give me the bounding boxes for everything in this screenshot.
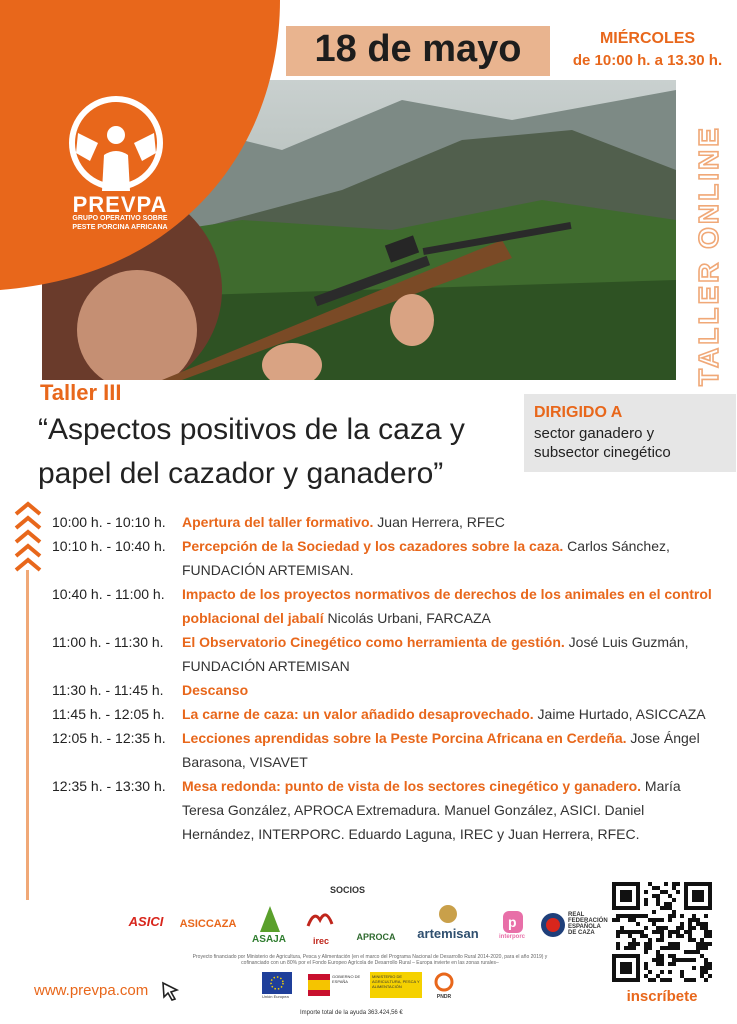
partner-logo-irec: irec xyxy=(312,936,329,946)
audience-line2: subsector cinegético xyxy=(534,444,671,461)
rfec-crest-icon xyxy=(540,908,566,942)
schedule-topic: Impacto de los proyectos normativos de derechos de los animales en el control poblacional del jabalí xyxy=(182,586,712,626)
schedule-speakers: Jaime Hurtado, ASICCAZA xyxy=(533,706,706,722)
schedule-list xyxy=(52,510,712,846)
qr-code-icon[interactable] xyxy=(612,882,712,982)
eu-flag-icon xyxy=(262,972,292,994)
logo-subtitle xyxy=(58,214,182,232)
schedule-time: 11:00 h. - 11:30 h. xyxy=(52,634,164,650)
schedule-row xyxy=(52,774,712,846)
logo-subtitle-line1: GRUPO OPERATIVO SOBRE xyxy=(72,215,168,222)
audience-line1: sector ganadero y xyxy=(534,425,655,442)
schedule-speakers: Jose Ángel Barasona, VISAVET xyxy=(182,730,700,770)
schedule-topic: Lecciones aprendidas sobre la Peste Porcina Africana en Cerdeña. xyxy=(182,730,627,746)
partner-logo-asaja: ASAJA xyxy=(252,934,286,945)
timeline-line xyxy=(26,570,29,900)
asaja-icon xyxy=(260,906,280,932)
audience-text xyxy=(534,424,734,462)
schedule-speakers: María Teresa González, APROCA Extremadura. Manuel González, ASICI. Daniel Hernández, INTERPORC. Eduardo Laguna, IREC y Juan Herrera, RFEC. xyxy=(182,778,681,842)
schedule-time: 12:05 h. - 12:35 h. xyxy=(52,730,166,746)
event-date: 18 de mayo xyxy=(314,28,522,70)
logo-name: PREVPA xyxy=(72,192,168,217)
event-hours: de 10:00 h. a 13.30 h. xyxy=(572,52,723,69)
partner-logo-rfec: REAL FEDERACIÓN ESPAÑOLA DE CAZA xyxy=(568,912,608,936)
schedule-time: 10:00 h. - 10:10 h. xyxy=(52,514,166,530)
schedule-row xyxy=(52,702,712,726)
schedule-time: 11:45 h. - 12:05 h. xyxy=(52,706,165,722)
funding-note: Proyecto financiado por Ministerio de Agricultura, Pesca y Alimentación (en el marco del Programa Nacional de Desarrollo Rural 2014-2020, para el año 2019) y cofinanciado con un 80% por el Fondo Europeo Agrícola de Desarrollo Rural – Europa invierte en las zonas rurales– xyxy=(192,954,548,966)
taller-online-label xyxy=(686,88,730,388)
schedule-topic: Percepción de la Sociedad y los cazadores sobre la caza. xyxy=(182,538,564,554)
partner-logo-asiccaza: ASICCAZA xyxy=(179,918,237,930)
schedule-row xyxy=(52,630,712,678)
eu-label: Unión Europea xyxy=(262,994,289,999)
irec-icon xyxy=(306,906,334,934)
schedule-row xyxy=(52,726,712,774)
schedule-time: 10:40 h. - 11:00 h. xyxy=(52,586,165,602)
schedule-time: 12:35 h. - 13:30 h. xyxy=(52,778,166,794)
schedule-topic: Apertura del taller formativo. xyxy=(182,514,374,530)
workshop-title-line2: papel del cazador y ganadero” xyxy=(38,457,444,490)
register-label[interactable]: inscríbete xyxy=(626,988,698,1005)
schedule-speakers: José Luis Guzmán, FUNDACIÓN ARTEMISAN xyxy=(182,634,689,674)
audience-label: DIRIGIDO A xyxy=(534,404,623,421)
schedule-speakers: Carlos Sánchez, FUNDACIÓN ARTEMISAN. xyxy=(182,538,670,578)
schedule-row xyxy=(52,510,712,534)
partner-logo-interporc: interporc xyxy=(498,934,525,940)
logo-subtitle-line2: PESTE PORCINA AFRICANA xyxy=(72,224,168,231)
schedule-time: 11:30 h. - 11:45 h. xyxy=(52,682,164,698)
funding-logos xyxy=(262,972,462,1008)
pndr-label: PNDR xyxy=(436,994,452,1000)
schedule-topic: Descanso xyxy=(182,682,249,698)
spain-crest-icon xyxy=(308,974,330,996)
interporc-icon xyxy=(502,910,524,934)
schedule-time: 10:10 h. - 10:40 h. xyxy=(52,538,166,554)
schedule-speakers: Juan Herrera, RFEC xyxy=(373,514,505,530)
workshop-title-line1: “Aspectos positivos de la caza y xyxy=(38,413,465,446)
schedule-row xyxy=(52,678,712,702)
taller-online-text: TALLER ONLINE xyxy=(693,125,724,386)
partners-label: SOCIOS xyxy=(330,885,366,895)
partner-logo-artemisan: artemisan xyxy=(417,926,479,941)
website-link[interactable]: www.prevpa.com xyxy=(34,982,149,999)
partner-logos xyxy=(120,904,610,954)
schedule-topic: El Observatorio Cinegético como herramienta de gestión. xyxy=(182,634,565,650)
event-day: MIÉRCOLES xyxy=(599,30,696,47)
artemisan-icon xyxy=(438,904,458,924)
schedule-row xyxy=(52,582,712,630)
pndr-icon xyxy=(434,972,454,992)
schedule-topic: Mesa redonda: punto de vista de los sectores cinegético y ganadero. xyxy=(182,778,642,794)
ministry-label: MINISTERIO DE AGRICULTURA, PESCA Y ALIMENTACIÓN xyxy=(370,972,422,998)
chevron-up-icon xyxy=(12,500,44,580)
gov-label: GOBIERNO DE ESPAÑA xyxy=(332,974,361,984)
cursor-icon xyxy=(160,980,182,1002)
schedule-speakers: Nicolás Urbani, FARCAZA xyxy=(323,610,491,626)
workshop-number: Taller III xyxy=(40,380,122,405)
schedule-topic: La carne de caza: un valor añadido desaprovechado. xyxy=(182,706,534,722)
prevpa-logo-icon xyxy=(68,95,164,191)
partner-logo-aproca: APROCA xyxy=(356,932,396,942)
partner-logo-asici: ASICI xyxy=(128,914,164,929)
funding-amount: Importe total de la ayuda 363.424,56 € xyxy=(300,1010,403,1016)
workshop-title xyxy=(38,408,528,496)
schedule-row xyxy=(52,534,712,582)
svg-text:p: p xyxy=(508,914,517,930)
